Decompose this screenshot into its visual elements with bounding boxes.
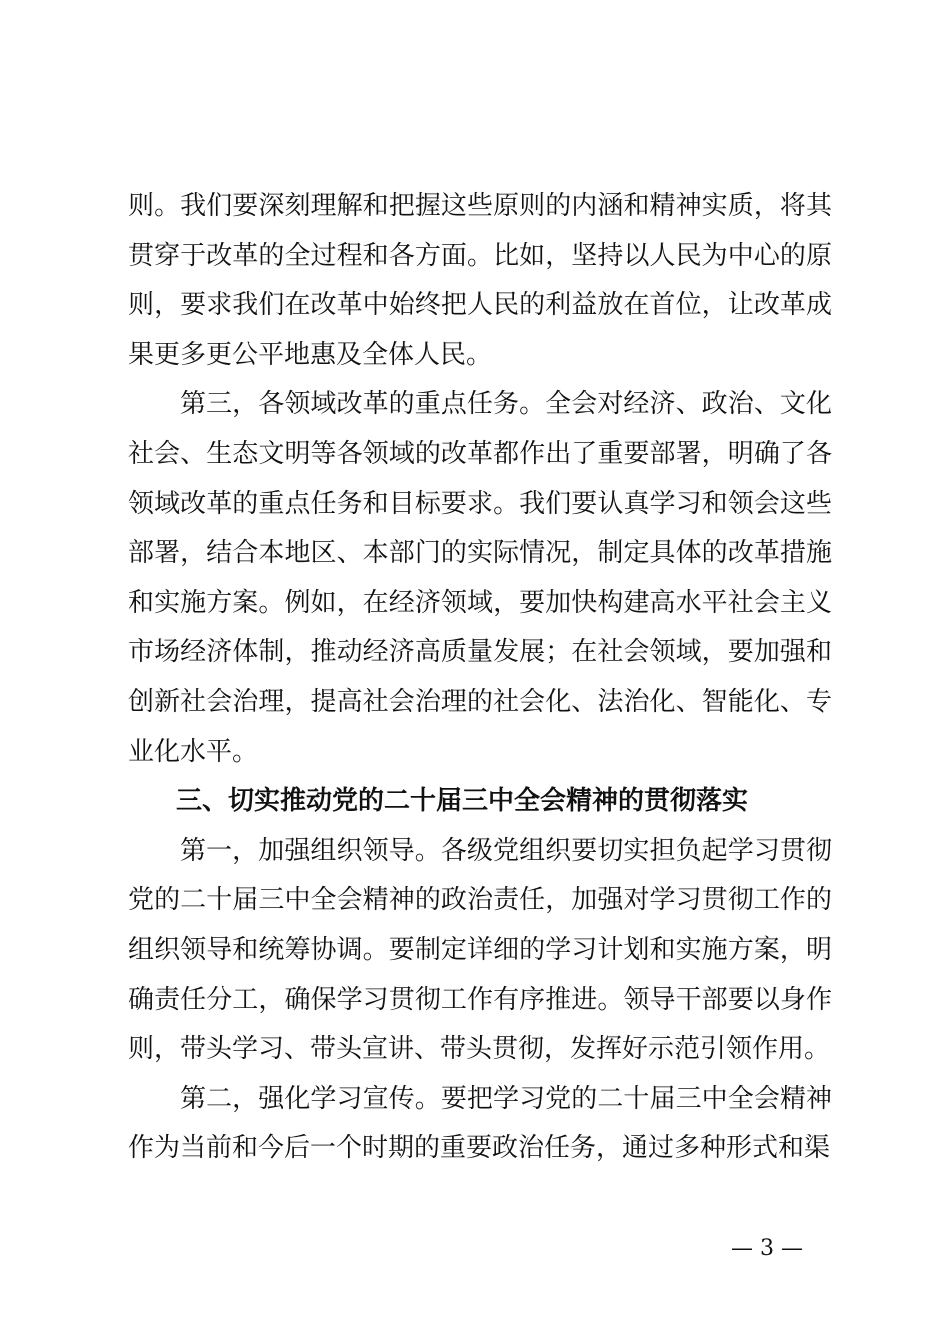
paragraph-publicity: 第二，强化学习宣传。要把学习党的二十届三中全会精神作为当前和今后一个时期的重要政治任务，通过多种形式和渠: [128, 1083, 832, 1164]
document-body: [128, 182, 832, 1174]
page-number: — 3 —: [731, 1236, 803, 1261]
paragraph-continuation: 则。我们要深刻理解和把握这些原则的内涵和精神实质，将其贯穿于改革的全过程和各方面。比如，坚持以人民为中心的原则，要求我们在改革中始终把人民的利益放在首位，让改革成果更多更公平地惠及全体人民。: [128, 191, 832, 370]
section-heading: 三、切实推动党的二十届三中全会精神的贯彻落实: [176, 786, 749, 817]
paragraph-organization: 第一，加强组织领导。各级党组织要切实担负起学习贯彻党的二十届三中全会精神的政治责任，加强对学习贯彻工作的组织领导和统筹协调。要制定详细的学习计划和实施方案，明确责任分工，确保学习贯彻工作有序推进。领导干部要以身作则，带头学习、带头宣讲、带头贯彻，发挥好示范引领作用。: [128, 835, 832, 1065]
paragraph-key-tasks: 第三，各领域改革的重点任务。全会对经济、政治、文化社会、生态文明等各领域的改革都作出了重要部署，明确了各领域改革的重点任务和目标要求。我们要认真学习和领会这些部署，结合本地区、本部门的实际情况，制定具体的改革措施和实施方案。例如，在经济领域，要加快构建高水平社会主义市场经济体制，推动经济高质量发展；在社会领域，要加强和创新社会治理，提高社会治理的社会化、法治化、智能化、专业化水平。: [128, 389, 832, 767]
